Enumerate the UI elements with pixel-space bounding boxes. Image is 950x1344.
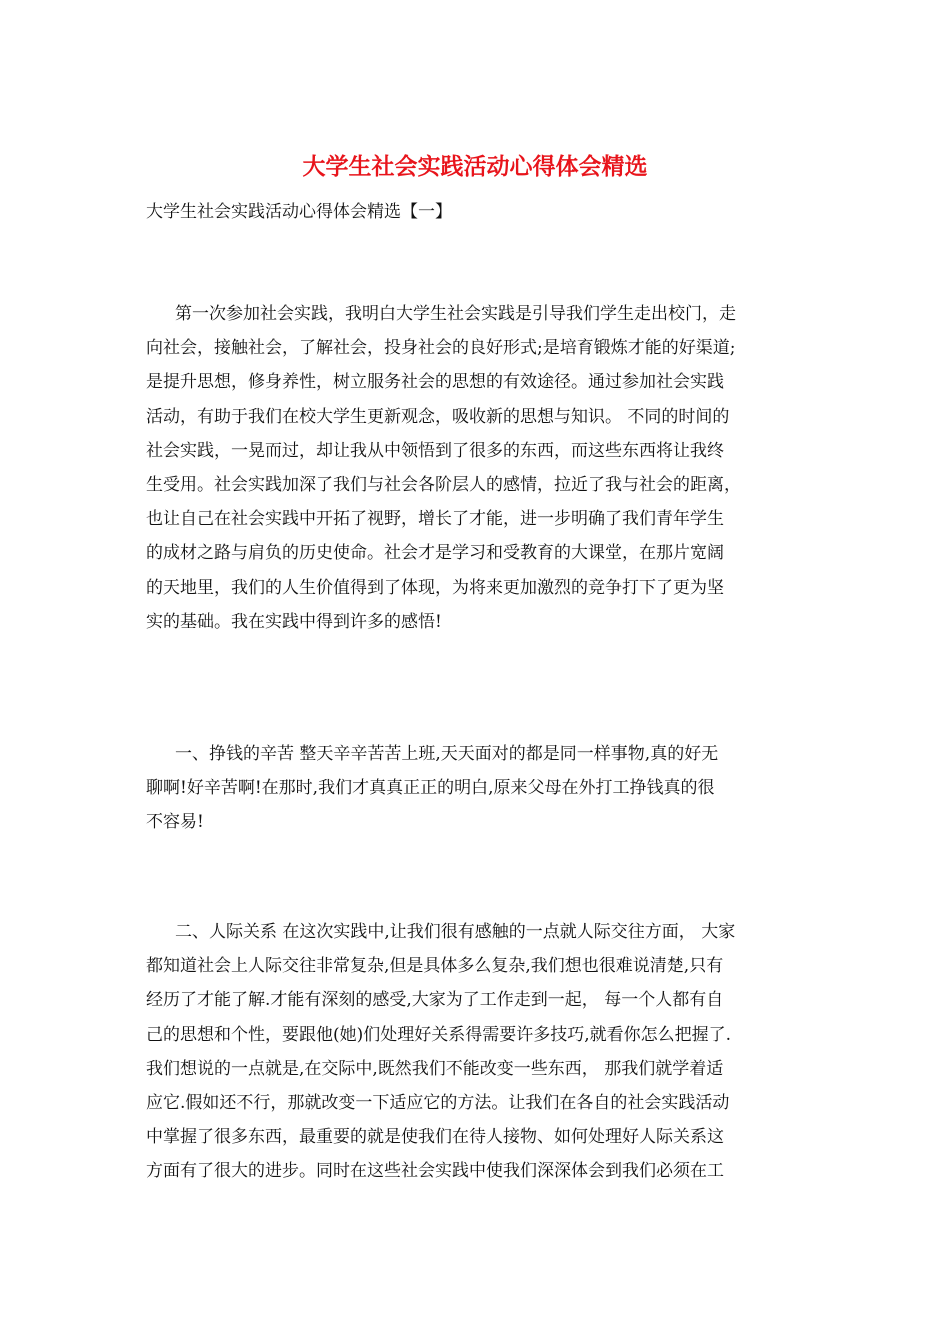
paragraph-line: 聊啊!好辛苦啊!在那时,我们才真真正正的明白,原来父母在外打工挣钱真的很 [146,778,715,799]
paragraph-line: 经历了才能了解.才能有深刻的感受,大家为了工作走到一起， 每一个人都有自 [146,990,724,1011]
paragraph-line: 社会实践，一晃而过，却让我从中领悟到了很多的东西，而这些东西将让我终 [146,440,724,461]
paragraph-line: 应它.假如还不行，那就改变一下适应它的方法。让我们在各自的社会实践活动 [146,1092,730,1113]
paragraph-line: 我们想说的一点就是,在交际中,既然我们不能改变一些东西， 那我们就学着适 [146,1058,724,1079]
document-title: 大学生社会实践活动心得体会精选 [302,153,648,180]
paragraph-line: 一、挣钱的辛苦 整天辛辛苦苦上班,天天面对的都是同一样事物,真的好无 [175,744,719,764]
paragraph-line: 生受用。社会实践加深了我们与社会各阶层人的感情，拉近了我与社会的距离， [146,474,741,495]
paragraph-line: 都知道社会上人际交往非常复杂,但是具体多么复杂,我们想也很难说清楚,只有 [146,956,724,977]
paragraph-line: 的天地里，我们的人生价值得到了体现，为将来更加激烈的竞争打下了更为坚 [146,577,724,598]
paragraph-line: 方面有了很大的进步。同时在这些社会实践中使我们深深体会到我们必须在工 [146,1161,724,1182]
paragraph-intro [146,297,826,639]
paragraph-line: 二、人际关系 在这次实践中,让我们很有感触的一点就人际交往方面， 大家 [175,922,736,942]
paragraph-line: 也让自己在社会实践中开拓了视野，增长了才能，进一步明确了我们青年学生 [146,509,724,530]
paragraph-line: 中掌握了很多东西，最重要的就是使我们在待人接物、如何处理好人际关系这 [146,1127,724,1148]
paragraph-hard-work [146,737,826,840]
paragraph-line: 第一次参加社会实践，我明白大学生社会实践是引导我们学生走出校门，走 [175,304,736,324]
paragraph-line: 是提升思想，修身养性，树立服务社会的思想的有效途径。通过参加社会实践 [146,372,724,393]
paragraph-line: 活动，有助于我们在校大学生更新观念，吸收新的思想与知识。 不同的时间的 [146,406,730,427]
section-heading: 大学生社会实践活动心得体会精选【一】 [146,202,452,222]
paragraph-line: 己的思想和个性，要跟他(她)们处理好关系得需要许多技巧,就看你怎么把握了. [146,1024,732,1045]
paragraph-relationships [146,915,826,1189]
paragraph-line: 向社会，接触社会，了解社会，投身社会的良好形式;是培育锻炼才能的好渠道; [146,338,736,359]
paragraph-line: 实的基础。我在实践中得到许多的感悟! [146,611,442,632]
paragraph-line: 的成材之路与肩负的历史使命。社会才是学习和受教育的大课堂，在那片宽阔 [146,543,724,564]
paragraph-line: 不容易! [146,812,204,833]
